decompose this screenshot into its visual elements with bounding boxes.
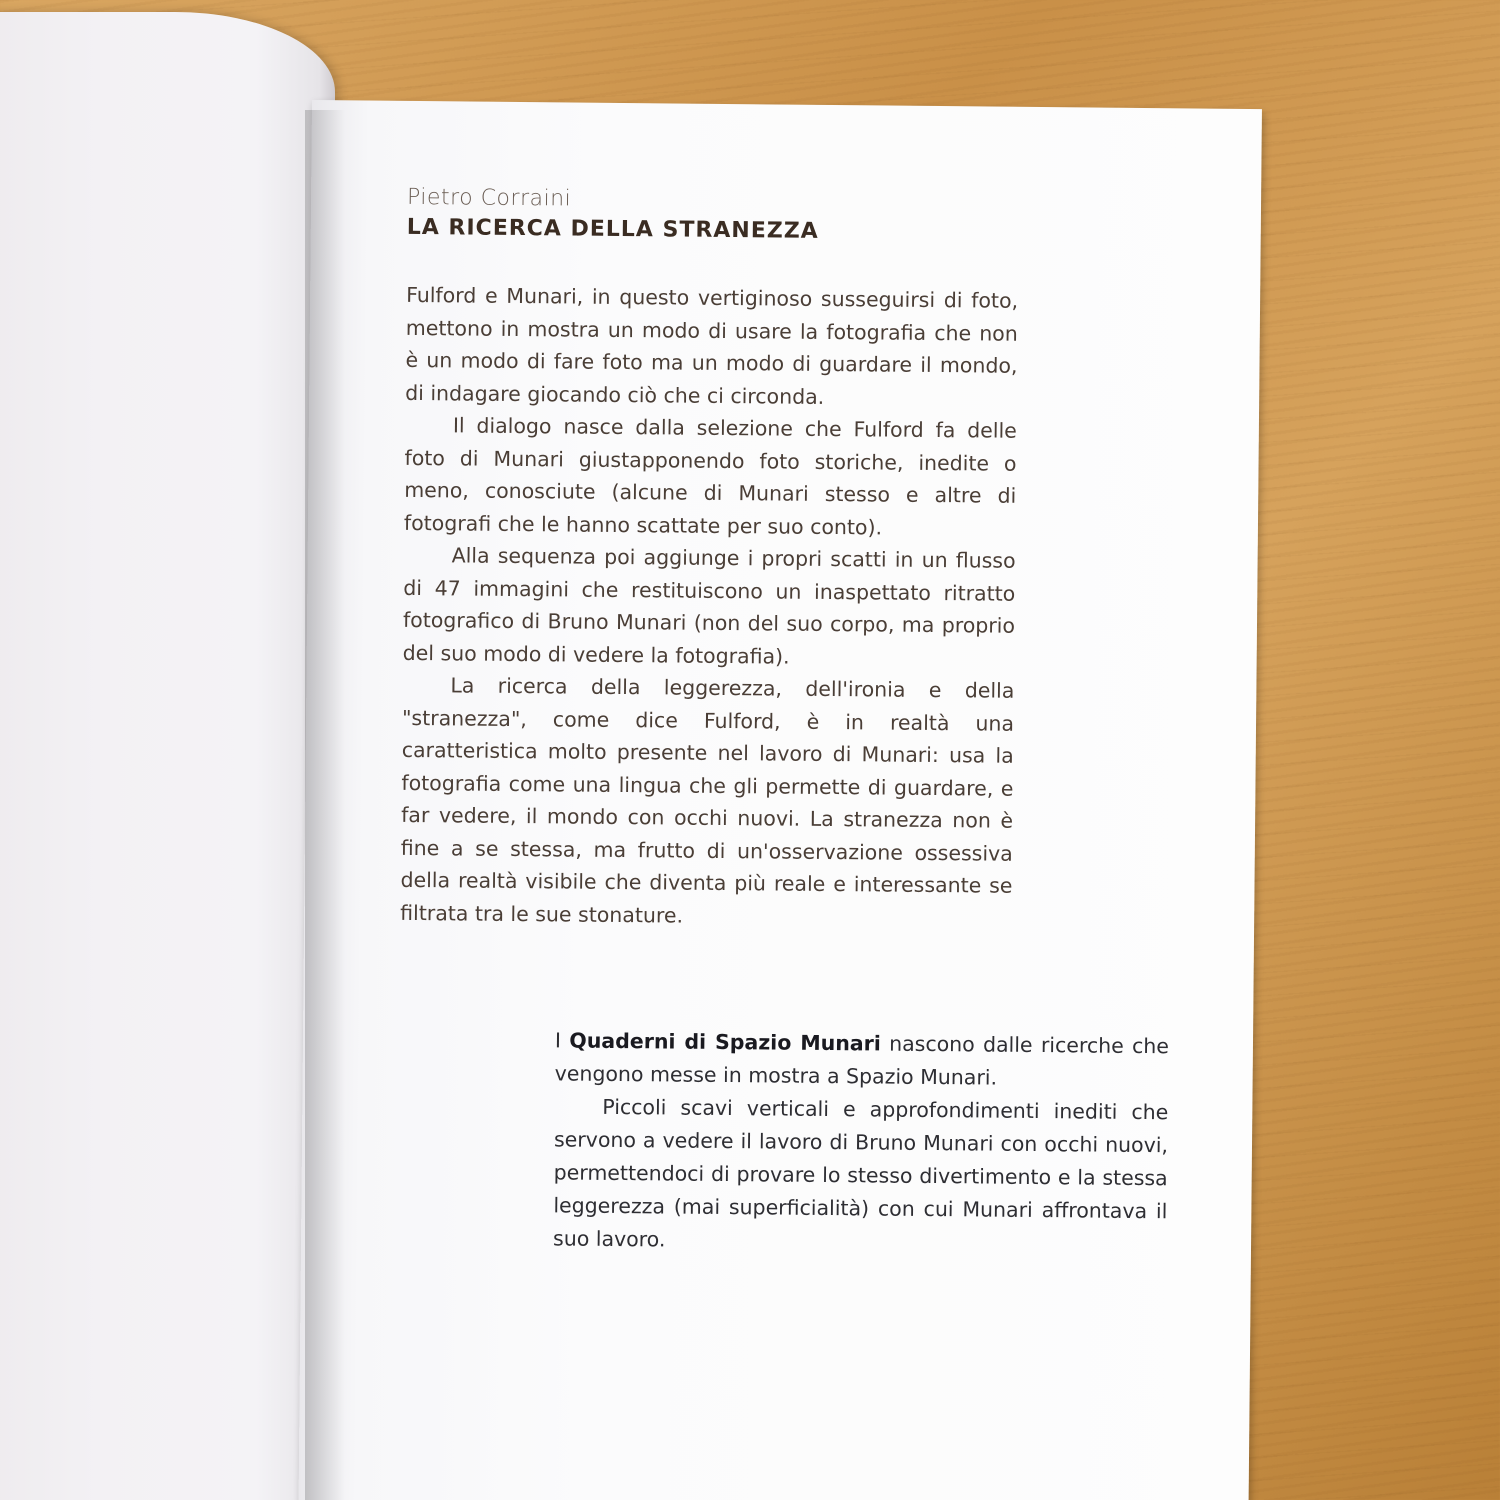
essay-paragraph-3: Alla sequenza poi aggiunge i propri scatti in un flusso di 47 immagini che restituiscono un inaspettato ritratto fotografico di Bruno Munari (non del suo corpo, ma proprio del suo modo di vedere la fotografia). [402,543,1016,669]
series-intro-prefix: I [554,1028,562,1053]
essay-title: LA RICERCA DELLA STRANEZZA [406,214,819,244]
series-intro-text: nascono dalle ricerche che vengono messe in mostra a Spazio Munari. [554,1031,1170,1090]
series-description [553,1024,1169,1261]
essay-paragraph-4: La ricerca della leggerezza, dell'ironia e della "stranezza", come dice Fulford, è in realtà una caratteristica molto presente nel lavoro di Munari: usa la fotografia come una lingua che gli permette di guardare, e far vedere, il mondo con occhi nuovi. La stranezza non è fine a se stessa, ma frutto di un'osservazione ossessiva della realtà visibile che diventa più reale e interessante se filtrata tra le sue stonature. [400,673,1015,928]
essay-body [400,279,1018,935]
series-name: Quaderni di Spazio Munari [569,1028,881,1056]
left-page-blank [0,12,335,1500]
right-page [297,100,1262,1500]
essay-paragraph-2: Il dialogo nasce dalla selezione che Fulford fa delle foto di Munari giustapponendo foto storiche, inedite o meno, conosciute (alcune di Munari stesso e altre di fotografi che le hanno scattate per suo conto). [403,413,1017,539]
author-name: Pietro Corraini [406,184,572,212]
book-gutter-shadow [305,110,345,1500]
essay-paragraph-1: Fulford e Munari, in questo vertiginoso susseguirsi di foto, mettono in mostra un modo di usare la fotografia che non è un modo di fare foto ma un modo di guardare il mondo, di indagare giocando ciò che ci circonda. [405,282,1019,409]
series-paragraph: Piccoli scavi verticali e approfondimenti inediti che servono a vedere il lavoro di Bruno Munari con occhi nuovi, permettendoci di provare lo stesso divertimento e la stessa leggerezza (mai superficialità) con cui Munari affrontava il suo lavoro. [552,1094,1169,1252]
series-intro [555,1024,1170,1096]
